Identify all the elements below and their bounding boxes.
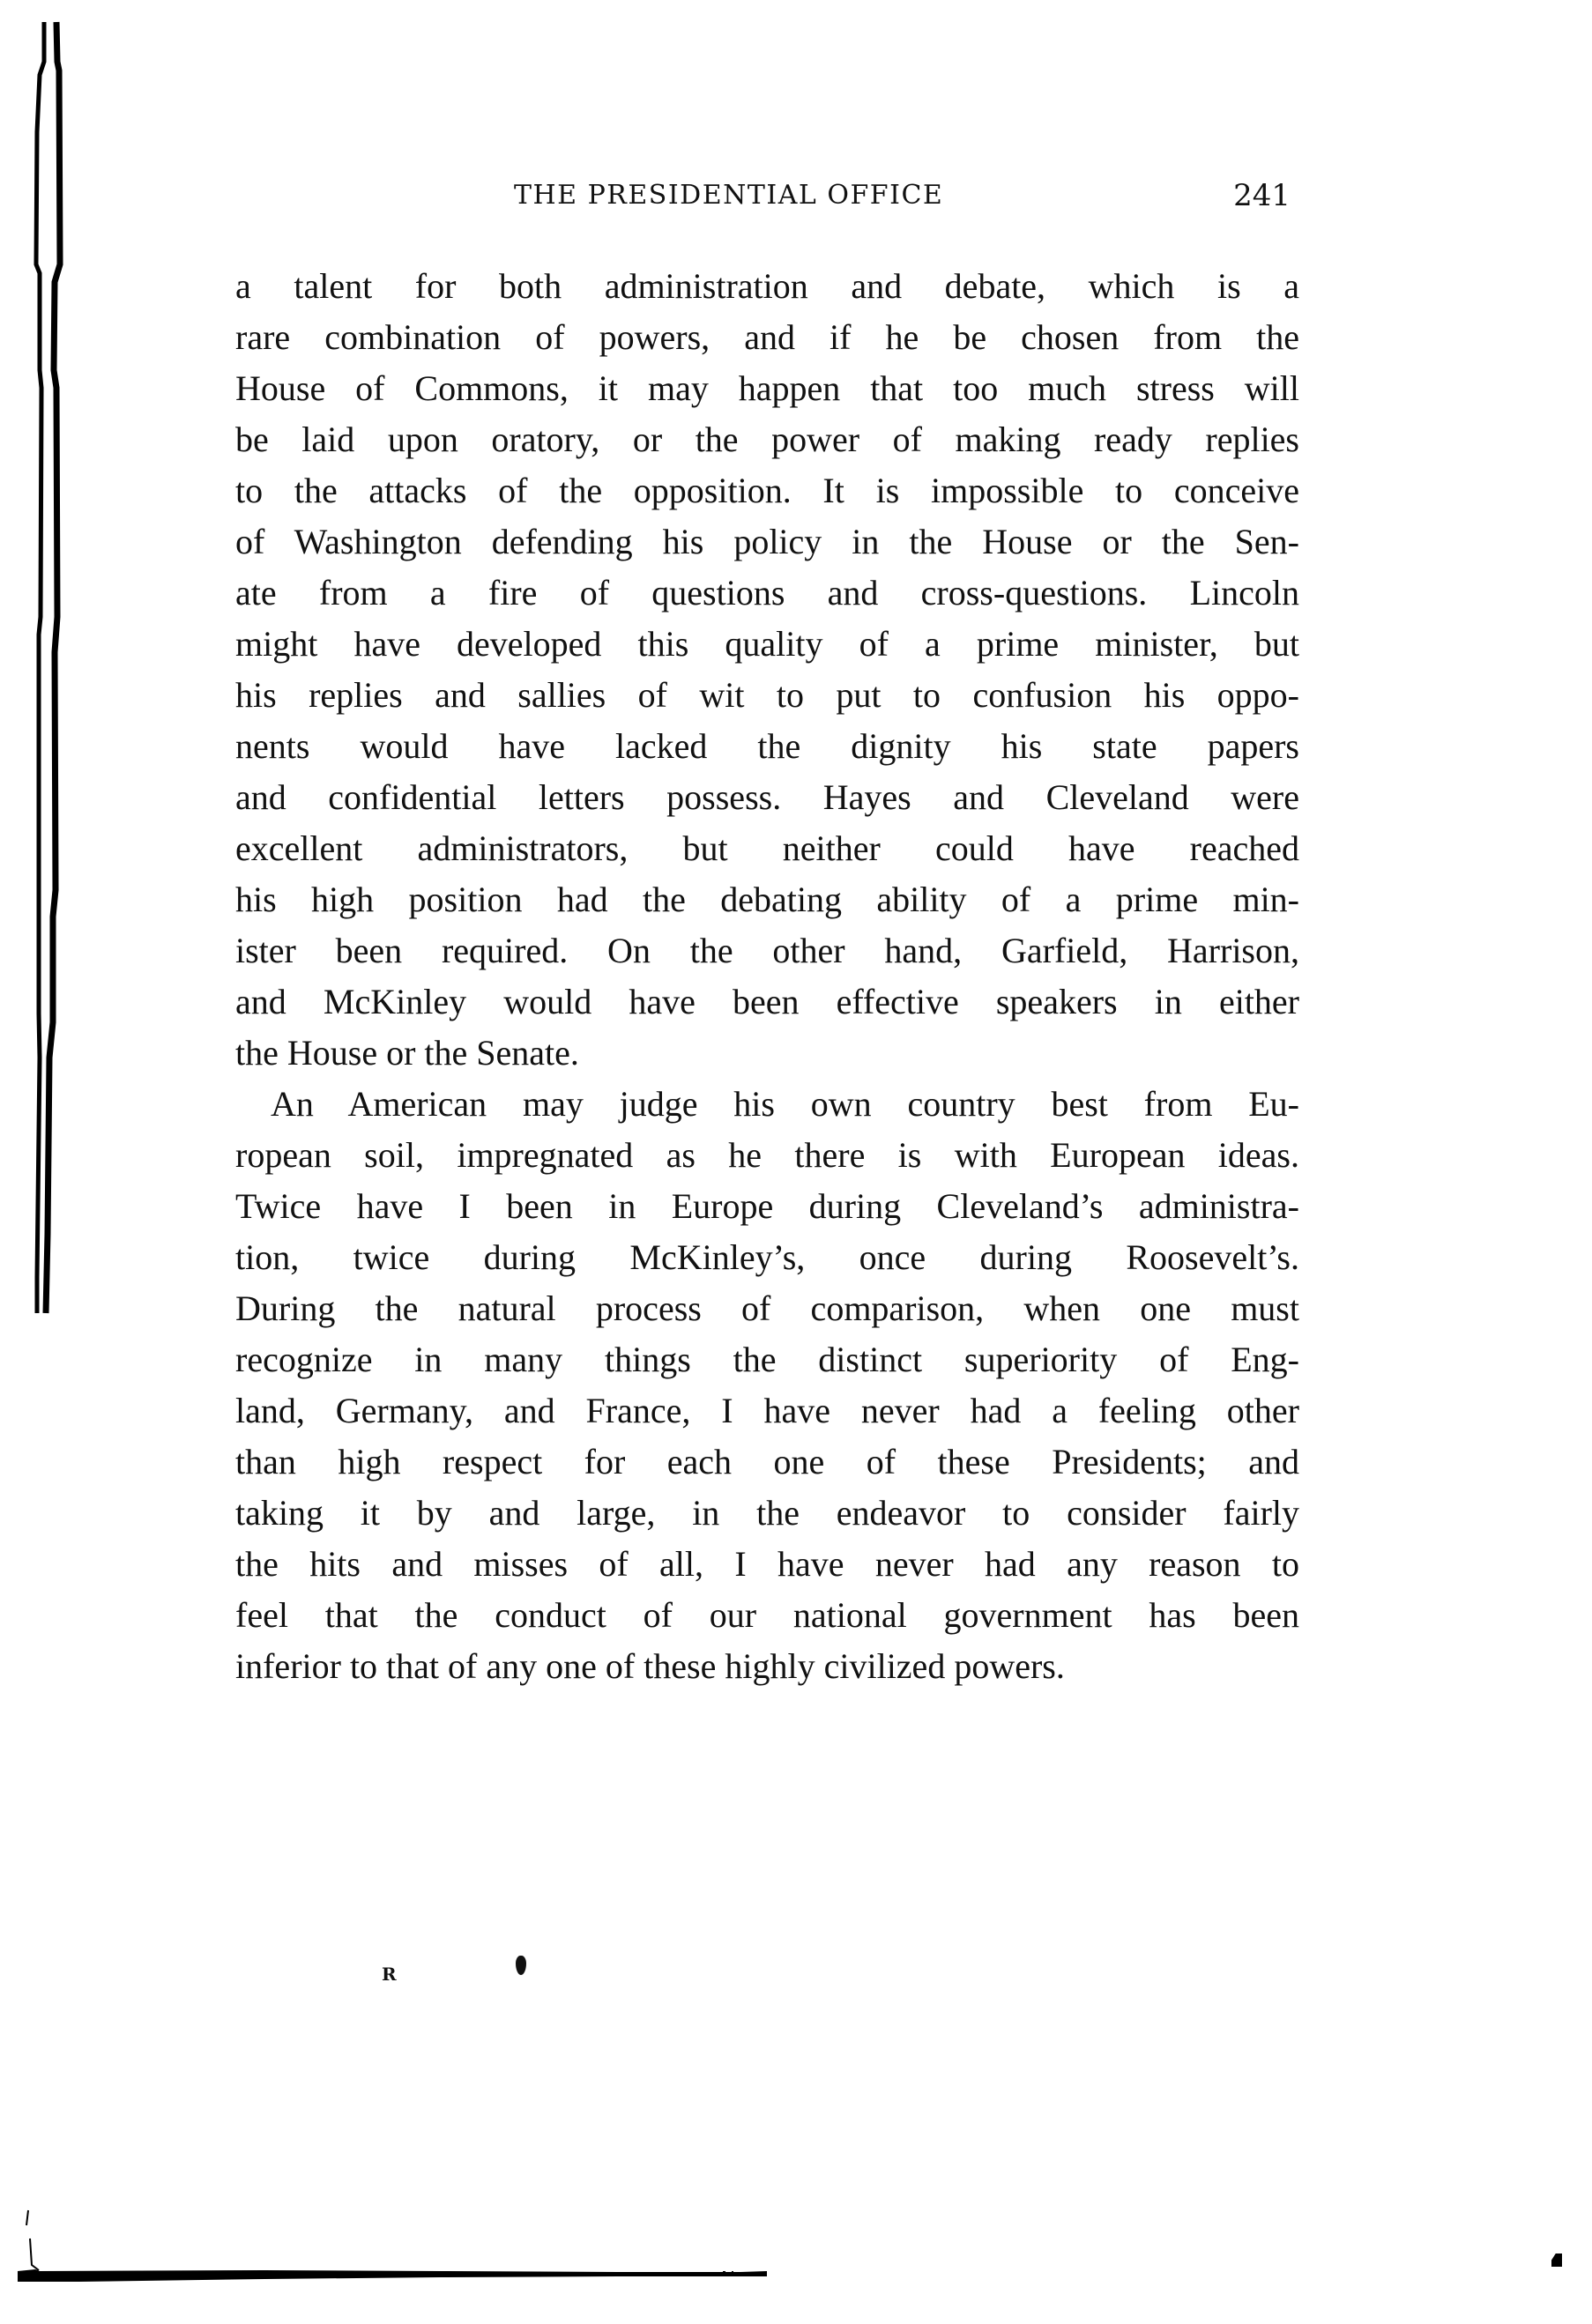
text-line: than high respect for each one of these Presidents; and xyxy=(235,1442,1299,1481)
text-line: An American may judge his own country best from Eu- xyxy=(271,1084,1299,1124)
scan-corner-mark xyxy=(1551,2253,1562,2267)
text-line: the House or the Senate. xyxy=(235,1033,579,1073)
binding-line-inner xyxy=(46,22,60,1313)
text-line: ister been required. On the other hand, Garfield, Harrison, xyxy=(235,931,1299,970)
body-text xyxy=(235,261,1299,1692)
text-line: During the natural process of comparison, when one must xyxy=(235,1288,1299,1328)
text-line: inferior to that of any one of these highly civilized powers. xyxy=(235,1646,1065,1686)
paragraph xyxy=(235,261,1299,1079)
text-line: House of Commons, it may happen that too much stress will xyxy=(235,368,1299,408)
page-bottom-edge-bar xyxy=(0,2261,793,2296)
text-line: his high position had the debating ability of a prime min- xyxy=(235,880,1299,919)
text-line: taking it by and large, in the endeavor to consider fairly xyxy=(235,1493,1299,1533)
text-line: to the attacks of the opposition. It is impossible to conceive xyxy=(235,471,1299,510)
text-line: might have developed this quality of a prime minister, but xyxy=(235,624,1299,664)
text-line: rare combination of powers, and if he be chosen from the xyxy=(235,317,1299,357)
text-line: and confidential letters possess. Hayes and Cleveland were xyxy=(235,777,1299,817)
running-head xyxy=(235,180,1298,224)
paragraph xyxy=(235,1079,1299,1692)
text-line: a talent for both administration and debate, which is a xyxy=(235,266,1299,306)
text-line: and McKinley would have been effective speakers in either xyxy=(235,982,1299,1021)
text-line: land, Germany, and France, I have never had a feeling other xyxy=(235,1391,1299,1430)
running-head-title: THE PRESIDENTIAL OFFICE xyxy=(514,180,944,211)
text-line: the hits and misses of all, I have never had any reason to xyxy=(235,1544,1299,1584)
text-line: of Washington defending his policy in the House or the Sen- xyxy=(235,522,1299,561)
text-line: Twice have I been in Europe during Cleveland’s administra- xyxy=(235,1186,1299,1226)
text-line: ropean soil, impregnated as he there is with European ideas. xyxy=(235,1135,1299,1175)
text-line: ate from a fire of questions and cross-questions. Lincoln xyxy=(235,573,1299,613)
text-line: his replies and sallies of wit to put to confusion his oppo- xyxy=(235,675,1299,715)
binding-line-outer xyxy=(36,22,44,1313)
text-line: be laid upon oratory, or the power of making ready replies xyxy=(235,420,1299,459)
binding-edge-lines xyxy=(0,0,71,1727)
text-line: excellent administrators, but neither could have reached xyxy=(235,828,1299,868)
ink-blot xyxy=(516,1956,526,1975)
page-number: 241 xyxy=(1233,178,1291,213)
text-line: nents would have lacked the dignity his state papers xyxy=(235,726,1299,766)
text-line: tion, twice during McKinley’s, once during Roosevelt’s. xyxy=(235,1237,1299,1277)
signature-mark: R xyxy=(382,1964,397,1985)
text-line: feel that the conduct of our national government has been xyxy=(235,1595,1299,1635)
text-line: recognize in many things the distinct superiority of Eng- xyxy=(235,1340,1299,1379)
